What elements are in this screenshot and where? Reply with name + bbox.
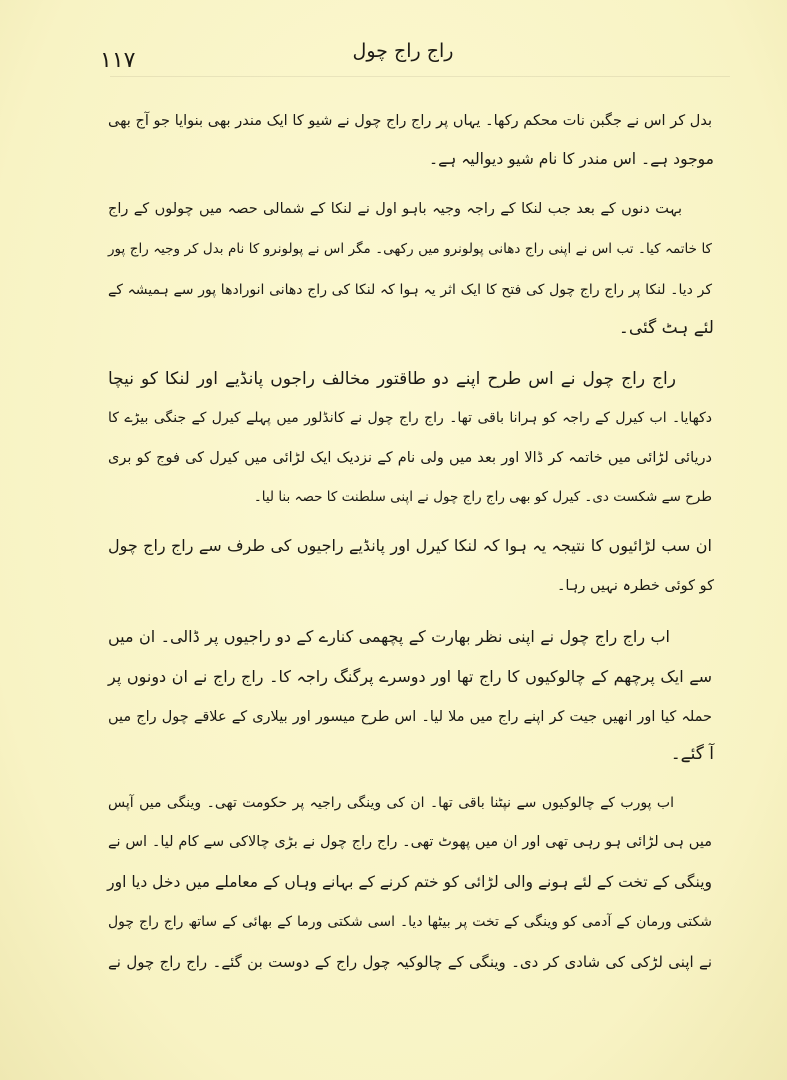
text-line: وینگی کے تخت کے لئے ہونے والی لڑائی کو ختم کرنے کے بہانے وہاں کے معاملے میں دخل دیا اور (107, 873, 712, 891)
text-line: دکھایا۔ اب کیرل کے راجہ کو ہرانا باقی تھا۔ راج راج چول نے کانڈلور میں پہلے کیرل کے جنگی بیڑے کا (108, 410, 712, 426)
header-divider (110, 76, 730, 77)
text-line: بدل کر اس نے جگبن نات محکم رکھا۔ یہاں پر راج راج چول نے شیو کا ایک مندر بھی بنوایا جو آج بھی (108, 113, 712, 129)
text-line: سے ایک پرچھم کے چالوکیوں کا راج تھا اور دوسرے پرگنگ راجہ کا۔ راج راج نے ان دونوں پر (108, 667, 712, 686)
text-line: نے اپنی لڑکی کی شادی کر دی۔ وینگی کے چالوکیہ چول راج کے دوست بن گئے۔ راج راج چول نے (108, 953, 712, 971)
text-line: شکتی ورمان کے آدمی کو وینگی کے تخت پر بیٹھا دیا۔ اسی شکتی ورما کے بھائی کے ساتھ راج راج چول (108, 914, 712, 930)
text-line: ان سب لڑائیوں کا نتیجہ یہ ہوا کہ لنکا کیرل اور پانڈیے راجیوں کی طرف سے راج راج چول (108, 536, 712, 555)
running-title: راج راج چول (352, 40, 454, 62)
text-line: میں ہی لڑائی ہو رہی تھی اور ان میں پھوٹ تھی۔ راج راج چول نے بڑی چالاکی سے کام لیا۔ اس نے (108, 834, 712, 850)
page-number: ۱۱۷ (100, 48, 136, 73)
text-line: کو کوئی خطرہ نہیں رہا۔ (556, 578, 714, 594)
text-line: دریائی لڑائی میں خاتمہ کر ڈالا اور بعد میں ولی نام کے نزدیک ایک لڑائی میں کیرل کی فوج کو بری (108, 450, 712, 466)
text-line: اب راج راج چول نے اپنی نظر بھارت کے پچھمی کنارے کے دو راجیوں پر ڈالی۔ ان میں (108, 627, 670, 646)
text-line: راج راج چول نے اس طرح اپنے دو طاقتور مخالف راجوں پانڈیے اور لنکا کو نیچا (108, 369, 676, 389)
text-line: کا خاتمہ کیا۔ تب اس نے اپنی راج دھانی پولونرو میں رکھی۔ مگر اس نے پولونرو کا نام بدل کر وجیہ راج پور (108, 241, 712, 257)
text-line: حملہ کیا اور انھیں جیت کر اپنے راج میں ملا لیا۔ اس طرح میسور اور بیلاری کے علاقے چول راج میں (108, 709, 712, 725)
text-line: کر دیا۔ لنکا پر راج راج چول کی فتح کا ایک اثر یہ ہوا کہ لنکا کی راج دھانی انورادھا پور سے ہمیشہ کے (108, 282, 712, 298)
text-line: لئے ہٹ گئی۔ (618, 318, 714, 338)
text-line: آ گئے۔ (670, 744, 714, 764)
text-line: بہت دنوں کے بعد جب لنکا کے راجہ وجیہ باہو اول نے لنکا کے شمالی حصہ میں چولوں کے راج (108, 201, 682, 217)
text-line: طرح سے شکست دی۔ کیرل کو بھی راج راج چول نے اپنی سلطنت کا حصہ بنا لیا۔ (253, 489, 712, 505)
text-line: موجود ہے۔ اس مندر کا نام شیو دیوالیہ ہے۔ (429, 150, 714, 168)
text-line: اب پورب کے چالوکیوں سے نپٹنا باقی تھا۔ ان کی وینگی راجیہ پر حکومت تھی۔ وینگی میں آپس (108, 795, 674, 811)
